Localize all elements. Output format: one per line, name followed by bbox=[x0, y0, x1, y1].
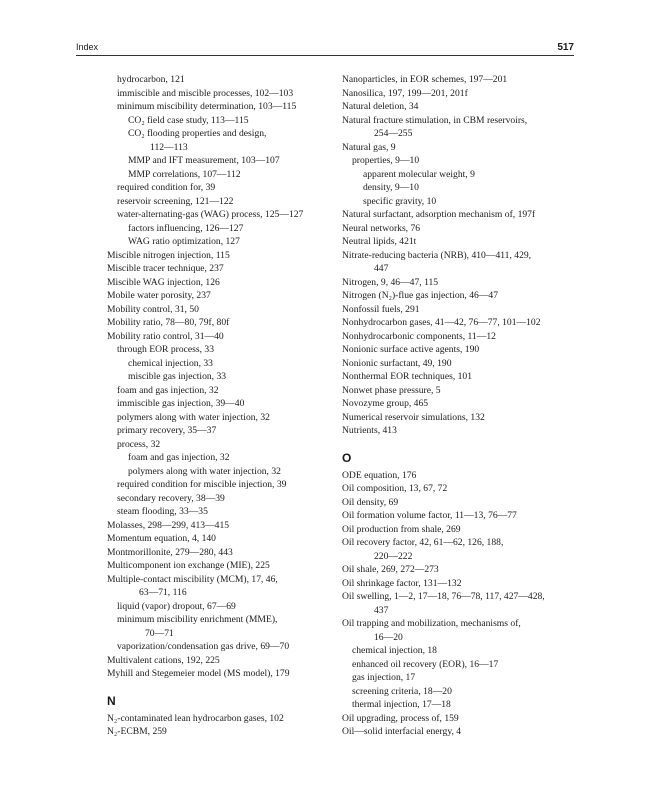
index-entry: 447 bbox=[374, 263, 389, 274]
index-entry: Natural surfactant, adsorption mechanism of, 197f bbox=[342, 209, 536, 220]
index-entry: properties, 9—10 bbox=[352, 155, 420, 166]
index-entry: Oil composition, 13, 67, 72 bbox=[342, 483, 448, 494]
index-entry: factors influencing, 126—127 bbox=[128, 222, 244, 234]
index-entry: hydrocarbon, 121 bbox=[117, 74, 185, 85]
index-entry: minimum miscibility enrichment (MME), bbox=[117, 614, 278, 625]
index-entry: apparent molecular weight, 9 bbox=[363, 168, 475, 180]
index-entry: immiscible gas injection, 39—40 bbox=[117, 398, 245, 409]
index-entry: Multivalent cations, 192, 225 bbox=[107, 654, 220, 666]
index-entry: Oil density, 69 bbox=[342, 496, 399, 508]
index-entry: thermal injection, 17—18 bbox=[352, 699, 451, 710]
index-entry: CO₂ field case study, 113—115 bbox=[128, 114, 249, 126]
index-entry: reservoir screening, 121—122 bbox=[117, 195, 234, 207]
header-rule bbox=[76, 55, 574, 56]
index-entry: liquid (vapor) dropout, 67—69 bbox=[117, 600, 236, 612]
index-entry: enhanced oil recovery (EOR), 16—17 bbox=[352, 658, 499, 670]
index-column-right bbox=[342, 73, 572, 739]
index-entry: 254—255 bbox=[374, 128, 413, 139]
index-entry: 220—222 bbox=[374, 550, 413, 562]
header-section: Index bbox=[76, 42, 99, 52]
index-entry: Mobility ratio control, 31—40 bbox=[107, 330, 224, 342]
index-entry: Nanoparticles, in EOR schemes, 197—201 bbox=[342, 74, 508, 85]
index-entry: Natural deletion, 34 bbox=[342, 101, 419, 112]
index-entry: N₂-ECBM, 259 bbox=[107, 726, 167, 737]
index-entry: vaporization/condensation gas drive, 69—70 bbox=[117, 641, 290, 652]
index-entry: Oil upgrading, process of, 159 bbox=[342, 712, 459, 724]
index-entry: Nonhydrocarbon gases, 41—42, 76—77, 101—102 bbox=[342, 317, 541, 328]
index-entry: steam flooding, 33—35 bbox=[117, 506, 208, 517]
index-entry: through EOR process, 33 bbox=[117, 344, 214, 355]
index-entry: N₂-contaminated lean hydrocarbon gases, 102 bbox=[107, 712, 284, 724]
index-entry: Nitrogen, 9, 46—47, 115 bbox=[342, 276, 439, 288]
index-entry: primary recovery, 35—37 bbox=[117, 425, 217, 436]
index-entry: screening criteria, 18—20 bbox=[352, 685, 452, 697]
index-entry: CO₂ flooding properties and design, bbox=[128, 128, 267, 139]
index-entry: Molasses, 298—299, 413—415 bbox=[107, 519, 230, 531]
index-entry: Mobile water porosity, 237 bbox=[107, 290, 211, 301]
index-entry: Nonionic surface active agents, 190 bbox=[342, 344, 480, 355]
index-entry: Nonwet phase pressure, 5 bbox=[342, 384, 441, 396]
index-entry: 70—71 bbox=[145, 627, 174, 639]
index-entry: foam and gas injection, 32 bbox=[128, 452, 230, 463]
index-entry: polymers along with water injection, 32 bbox=[128, 465, 281, 477]
index-entry: Nitrate-reducing bacteria (NRB), 410—411, 429, bbox=[342, 249, 532, 261]
index-entry: ODE equation, 176 bbox=[342, 469, 417, 481]
index-entry: Nonionic surfactant, 49, 190 bbox=[342, 357, 452, 369]
index-entry: Neural networks, 76 bbox=[342, 222, 421, 234]
index-entry: Oil swelling, 1—2, 17—18, 76—78, 117, 427—428, bbox=[342, 591, 545, 602]
index-entry: density, 9—10 bbox=[363, 182, 419, 193]
index-entry: Multicomponent ion exchange (MIE), 225 bbox=[107, 560, 270, 571]
index-entry: Miscible nitrogen injection, 115 bbox=[107, 249, 230, 261]
index-entry: 437 bbox=[374, 604, 389, 616]
index-entry: Myhill and Stegemeier model (MS model), 179 bbox=[107, 668, 290, 679]
index-entry: MMP and IFT measurement, 103—107 bbox=[128, 155, 280, 166]
index-entry: WAG ratio optimization, 127 bbox=[128, 236, 240, 247]
index-entry: chemical injection, 18 bbox=[352, 645, 437, 656]
index-entry: Miscible WAG injection, 126 bbox=[107, 276, 220, 288]
index-entry: 112—113 bbox=[150, 141, 188, 153]
index-entry: Mobility ratio, 78—80, 79f, 80f bbox=[107, 317, 230, 328]
index-entry: Mobility control, 31, 50 bbox=[107, 303, 199, 315]
index-entry: Natural fracture stimulation, in CBM reservoirs, bbox=[342, 114, 528, 126]
index-entry: secondary recovery, 38—39 bbox=[117, 492, 225, 504]
page-number: 517 bbox=[557, 42, 574, 53]
index-entry: Momentum equation, 4, 140 bbox=[107, 533, 216, 544]
index-entry: Oil shale, 269, 272—273 bbox=[342, 564, 439, 575]
index-entry: specific gravity, 10 bbox=[363, 195, 437, 207]
index-entry: 16—20 bbox=[374, 631, 403, 643]
index-entry: Novozyme group, 465 bbox=[342, 398, 429, 409]
index-entry: Nonfossil fuels, 291 bbox=[342, 303, 420, 315]
index-entry: Nutrients, 413 bbox=[342, 425, 397, 436]
index-entry: Nitrogen (N₂)-flue gas injection, 46—47 bbox=[342, 290, 499, 301]
index-entry: Neutral lipids, 421t bbox=[342, 236, 417, 247]
index-entry: Oil production from shale, 269 bbox=[342, 523, 461, 535]
index-entry: Nonhydrocarbonic components, 11—12 bbox=[342, 330, 496, 342]
index-entry: minimum miscibility determination, 103—115 bbox=[117, 101, 297, 112]
index-entry: Multiple-contact miscibility (MCM), 17, 46, bbox=[107, 573, 278, 585]
index-entry: process, 32 bbox=[117, 438, 161, 450]
index-column-left bbox=[107, 73, 332, 739]
index-entry: miscible gas injection, 33 bbox=[128, 371, 227, 382]
index-entry: Numerical reservoir simulations, 132 bbox=[342, 411, 485, 423]
index-entry: gas injection, 17 bbox=[352, 672, 416, 683]
index-entry: Nonthermal EOR techniques, 101 bbox=[342, 371, 473, 382]
index-entry: immiscible and miscible processes, 102—103 bbox=[117, 87, 294, 99]
section-letter: O bbox=[342, 450, 352, 465]
index-entry: required condition for, 39 bbox=[117, 182, 216, 193]
index-entry: Nanosilica, 197, 199—201, 201f bbox=[342, 87, 468, 99]
index-entry: required condition for miscible injection, 39 bbox=[117, 479, 287, 490]
index-entry: water-alternating-gas (WAG) process, 125—127 bbox=[117, 209, 304, 220]
section-letter: N bbox=[107, 693, 116, 708]
index-entry: chemical injection, 33 bbox=[128, 357, 213, 369]
index-entry: 63—71, 116 bbox=[139, 587, 187, 598]
index-entry: MMP correlations, 107—112 bbox=[128, 168, 241, 180]
index-entry: Oil shrinkage factor, 131—132 bbox=[342, 577, 462, 589]
index-entry: foam and gas injection, 32 bbox=[117, 384, 219, 396]
index-entry: Oil formation volume factor, 11—13, 76—77 bbox=[342, 510, 517, 521]
index-entry: Oil trapping and mobilization, mechanisms of, bbox=[342, 618, 521, 629]
index-entry: Oil—solid interfacial energy, 4 bbox=[342, 726, 462, 737]
index-entry: polymers along with water injection, 32 bbox=[117, 411, 270, 423]
index-entry: Oil recovery factor, 42, 61—62, 126, 188, bbox=[342, 537, 504, 548]
index-entry: Natural gas, 9 bbox=[342, 141, 396, 153]
index-entry: Miscible tracer technique, 237 bbox=[107, 263, 224, 274]
index-entry: Montmorillonite, 279—280, 443 bbox=[107, 546, 233, 558]
running-header bbox=[76, 42, 574, 56]
